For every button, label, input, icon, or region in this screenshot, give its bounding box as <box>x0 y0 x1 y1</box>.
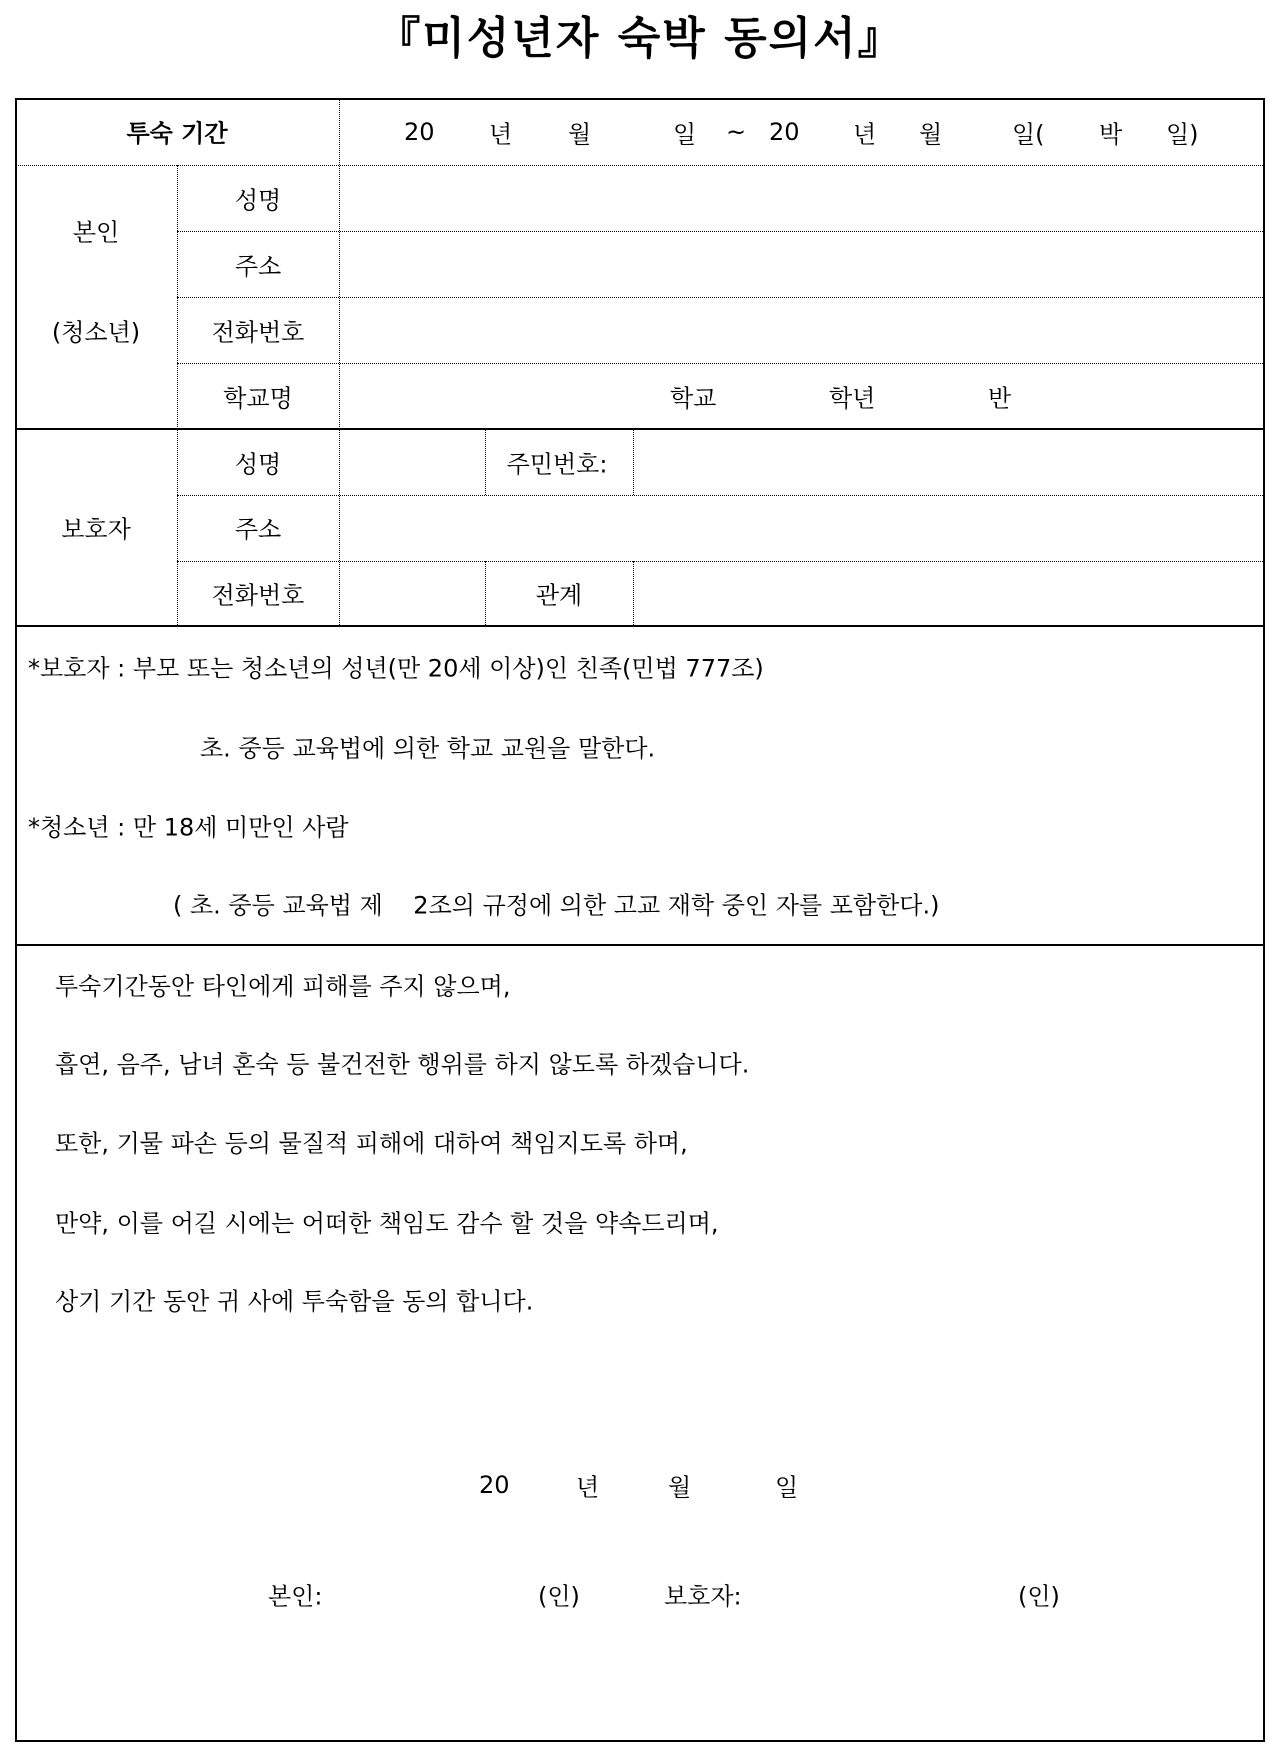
divider <box>15 625 1263 627</box>
divider <box>633 429 634 495</box>
stay-period-part: 일 <box>673 120 697 149</box>
stay-period-part: 일) <box>1166 120 1199 149</box>
note-line: *보호자 : 부모 또는 청소년의 성년(만 20세 이상)인 친족(민법 777조) <box>28 654 764 683</box>
pledge-line: 흡연, 음주, 남녀 혼숙 등 불건전한 행위를 하지 않도록 하겠습니다. <box>55 1050 750 1079</box>
divider <box>15 428 1263 430</box>
guardian-name-label: 성명 <box>234 450 282 479</box>
stay-period-part: 월 <box>568 120 592 149</box>
stay-period-part: 년 <box>489 120 513 149</box>
divider <box>15 165 1263 166</box>
self-name-label: 성명 <box>234 186 282 215</box>
date-part: 20 <box>479 1471 510 1499</box>
self-label: 본인 <box>72 218 120 247</box>
date-part: 년 <box>576 1473 600 1502</box>
stay-period-label: 투숙 기간 <box>126 119 228 148</box>
stay-period-part: 년 <box>853 120 877 149</box>
grade-suffix: 학년 <box>829 384 876 413</box>
guardian-signature-label: 보호자: <box>664 1582 742 1611</box>
note-line: *청소년 : 만 18세 미만인 사람 <box>28 813 349 842</box>
self-seal: (인) <box>538 1582 580 1611</box>
pledge-line: 투숙기간동안 타인에게 피해를 주지 않으며, <box>55 972 511 1001</box>
note-line: 초. 중등 교육법에 의한 학교 교원을 말한다. <box>200 734 656 763</box>
pledge-line: 또한, 기물 파손 등의 물질적 피해에 대하여 책임지도록 하며, <box>55 1129 688 1158</box>
self-sublabel: (청소년) <box>51 318 141 347</box>
guardian-address-label: 주소 <box>234 515 282 544</box>
guardian-phone-label: 전화번호 <box>211 581 305 610</box>
divider <box>15 944 1263 946</box>
relation-label: 관계 <box>535 581 583 610</box>
divider <box>633 561 634 625</box>
guardian-seal: (인) <box>1018 1582 1060 1611</box>
self-signature-label: 본인: <box>268 1582 323 1611</box>
note-line: ( 초. 중등 교육법 제 2조의 규정에 의한 고교 재학 중인 자를 포함한다.) <box>173 891 940 920</box>
stay-period-part: 일( <box>1012 120 1045 149</box>
stay-period-part: 20 <box>769 118 800 146</box>
stay-period-part: 20 <box>404 118 435 146</box>
class-suffix: 반 <box>988 384 1012 413</box>
guardian-label: 보호자 <box>61 515 131 544</box>
school-suffix: 학교 <box>670 384 717 413</box>
date-part: 일 <box>775 1473 799 1502</box>
divider <box>485 561 486 625</box>
divider <box>177 165 178 625</box>
date-part: 월 <box>668 1473 692 1502</box>
self-school-label: 학교명 <box>223 384 293 413</box>
stay-period-part: 월 <box>919 120 943 149</box>
resident-number-label: 주민번호: <box>506 450 608 479</box>
self-phone-label: 전화번호 <box>211 318 305 347</box>
divider <box>339 100 340 625</box>
divider <box>485 429 486 495</box>
pledge-line: 상기 기간 동안 귀 사에 투숙함을 동의 합니다. <box>55 1287 534 1316</box>
page-title: 『미성년자 숙박 동의서』 <box>376 13 904 64</box>
self-address-label: 주소 <box>234 252 282 281</box>
stay-period-part: 박 <box>1099 120 1123 149</box>
stay-period-part: ~ <box>726 118 747 146</box>
pledge-line: 만약, 이를 어길 시에는 어떠한 책임도 감수 할 것을 약속드리며, <box>55 1209 719 1238</box>
